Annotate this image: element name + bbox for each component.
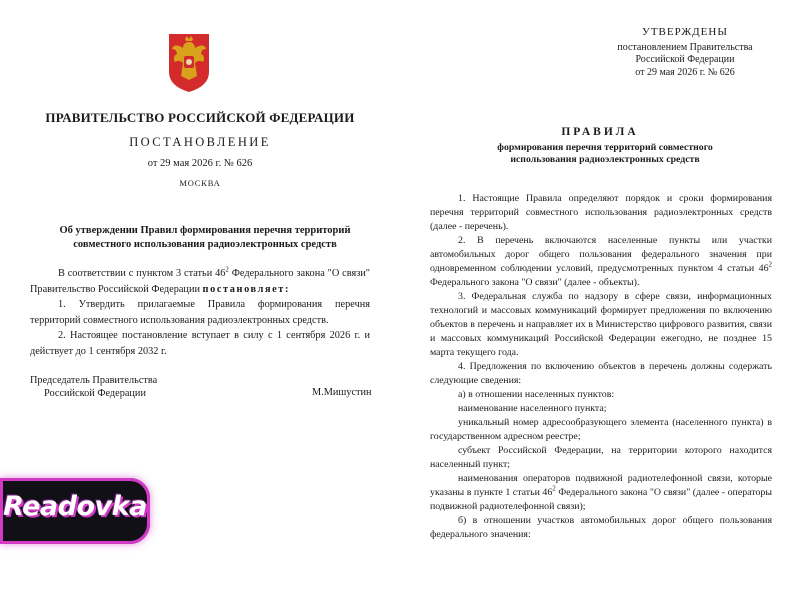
government-name: ПРАВИТЕЛЬСТВО РОССИЙСКОЙ ФЕДЕРАЦИИ [45, 110, 355, 125]
russian-coat-of-arms-icon [166, 32, 212, 94]
rules-subtitle [460, 142, 750, 166]
watermark-logo-text: Readovka [3, 491, 147, 522]
signer-title-line-1: Председатель Правительства [30, 375, 158, 386]
rules-subtitle-line-1: формирования перечня территорий совместного [497, 142, 713, 153]
rules-paragraph-4: 4. Предложения по включению объектов в перечень должны содержать следующие сведения: [430, 361, 772, 386]
signer-name: М.Мишустин [312, 387, 372, 398]
rules-body [430, 192, 772, 542]
city: МОСКВА [179, 178, 221, 188]
p2-end: Федерального закона "О связи" (далее - объекты). [430, 277, 640, 288]
rules-item-4a-3: субъект Российской Федерации, на территории которого находится населенный пункт; [430, 445, 772, 470]
approved-line-1: постановлением Правительства [617, 41, 753, 53]
subject-line-2: совместного использования радиоэлектронных средств [73, 239, 337, 250]
article-superscript: 2 [225, 265, 229, 274]
rules-paragraph-1: 1. Настоящие Правила определяют порядок и сроки формирования перечня территорий совместного использования радиоэлектронных средств (далее - перечень). [430, 193, 772, 232]
subject-line-1: Об утверждении Правил формирования перечня территорий [59, 225, 351, 236]
p4a4-text: наименования операторов подвижной радиотелефонной связи, которые указаны в пункте 1 статьи 46 [430, 473, 772, 498]
decree-body [30, 266, 370, 359]
rules-paragraph-3: 3. Федеральная служба по надзору в сфере связи, информационных технологий и массовых коммуникаций формирует предложения по включению объектов в перечень и направляет их в Министерство цифрового развития, связи и массовых коммуникаций Российской Федерации ежегодно, не позднее 15 марта текущего года. [430, 291, 772, 358]
approval-stamp [600, 26, 770, 79]
decree-item-2: 2. Настоящее постановление вступает в силу с 1 сентября 2026 г. и действует до 1 сентября 2032 г. [30, 330, 370, 357]
rules-page [400, 0, 800, 599]
document-type: ПОСТАНОВЛЕНИЕ [129, 135, 271, 149]
rules-item-4a: а) в отношении населенных пунктов: [458, 389, 615, 400]
rules-subtitle-line-2: использования радиоэлектронных средств [510, 154, 700, 165]
readovka-watermark [0, 478, 150, 544]
decree-subject [40, 224, 370, 252]
p2-text: 2. В перечень включаются населенные пункты или участки автомобильных дорог общего пользования федерального значения при одновременном соблюдении условий, предусмотренных пунктом 4 статьи 46 [430, 235, 772, 274]
rules-item-4a-2: уникальный номер адресообразующего элемента (населенного пункта) в государственном адресном реестре; [430, 417, 772, 442]
decree-item-1: 1. Утвердить прилагаемые Правила формирования перечня территорий совместного использования радиоэлектронных средств. [30, 299, 370, 326]
decree-intro [30, 266, 370, 297]
decree-date-number: от 29 мая 2026 г. № 626 [147, 158, 253, 169]
approved-line-3: от 29 мая 2026 г. № 626 [635, 66, 735, 78]
approved-heading: УТВЕРЖДЕНЫ [642, 26, 728, 38]
intro-text-b: Федерального закона "О связи" Правительство Российской Федерации [30, 268, 370, 295]
decides-word: постановляет: [202, 283, 290, 295]
p2-superscript: 2 [768, 260, 772, 269]
p4a4-end: Федерального закона "О связи" (далее - операторы подвижной радиотелефонной связи); [430, 487, 772, 512]
rules-item-4b: б) в отношении участков автомобильных дорог общего пользования федерального значения: [430, 515, 772, 540]
approved-line-2: Российской Федерации [635, 54, 735, 65]
signer-title-line-2: Российской Федерации [44, 388, 146, 399]
p4a4-superscript: 2 [552, 484, 556, 493]
rules-item-4a-4 [430, 472, 772, 514]
intro-text-a: В соответствии с пунктом 3 статьи 46 [58, 268, 226, 279]
rules-item-4a-1: наименование населенного пункта; [458, 403, 607, 414]
rules-paragraph-2 [430, 234, 772, 290]
signer-title [30, 374, 157, 400]
rules-title: ПРАВИЛА [561, 126, 639, 138]
